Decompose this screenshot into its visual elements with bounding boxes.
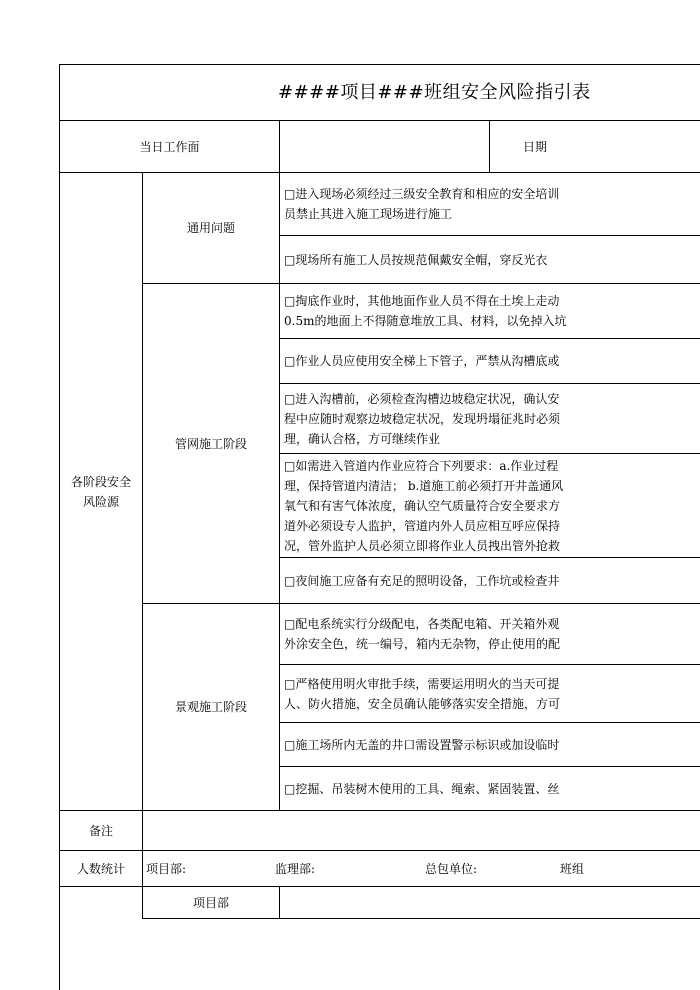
- remarks-field[interactable]: [143, 811, 700, 850]
- checklist-item[interactable]: □严格使用明火审批手续，需要运用明火的当天可提 人、防火措施，安全员确认能够落实安全措施，方可: [284, 676, 561, 711]
- checklist-item[interactable]: □配电系统实行分级配电，各类配电箱、开关箱外观 外涂安全色，统一编号，箱内无杂物，停止使用的配: [284, 617, 561, 651]
- page-title: ####项目###班组安全风险指引表: [278, 81, 591, 103]
- headcount-general-contractor[interactable]: 总包单位:: [425, 861, 478, 876]
- checklist-item[interactable]: □进入现场必须经过三级安全教育和相应的安全培训 员禁止其进入施工现场进行施工: [284, 187, 560, 221]
- checklist-item[interactable]: □掏底作业时，其他地面作业人员不得在土埃上走动 0.5m的地面上不得随意堆放工具、材料，以免掉入坑: [284, 294, 567, 328]
- checklist-item[interactable]: □进入沟槽前，必须检查沟槽边坡稳定状况，确认安 程中应随时观察边坡稳定状况，发现坍塌征兆时必须 理，确认合格，方可继续作业: [284, 391, 561, 446]
- checklist-item[interactable]: □现场所有施工人员按规范佩戴安全帽，穿反光衣: [284, 252, 548, 267]
- checklist-item[interactable]: □施工场所内无盖的井口需设置警示标识或加设临时: [284, 737, 560, 752]
- remarks-label: 备注: [88, 823, 113, 838]
- stage-general: 通用问题: [186, 221, 235, 235]
- checklist-item[interactable]: □挖掘、吊装树木使用的工具、绳索、紧固装置、丝: [284, 781, 560, 796]
- title-row: [60, 65, 700, 120]
- checklist-item[interactable]: □夜间施工应备有充足的照明设备，工作坑或检查井: [284, 573, 560, 588]
- date-field[interactable]: [580, 121, 700, 172]
- headcount-team[interactable]: 班组: [560, 861, 585, 876]
- stage-pipe-network: 管网施工阶段: [174, 436, 247, 451]
- headcount-label: 人数统计: [76, 861, 125, 876]
- checklist-item[interactable]: □如需进入管道内作业应符合下列要求：a.作业过程 理，保持管道内清洁； b.道施工前必须打开井盖通风 氧气和有害气体浓度，确认空气质量符合安全要求方 道外必须设专人监护，管道内外人员应相互呼应保持 况，管外监护人员必须立即将作业人员拽出管外抢救: [284, 458, 564, 553]
- workface-field[interactable]: [280, 121, 489, 172]
- checklist-item[interactable]: □作业人员应使用安全梯上下管子，严禁从沟槽底或: [284, 354, 560, 368]
- signoff-dept-label: 项目部: [192, 895, 229, 910]
- risk-source-label: 各阶段安全风险源: [70, 474, 131, 509]
- stage-landscape: 景观施工阶段: [174, 700, 247, 714]
- headcount-project-dept[interactable]: 项目部:: [146, 861, 187, 876]
- date-label: 日期: [522, 139, 547, 154]
- workface-label: 当日工作面: [139, 139, 200, 154]
- headcount-supervision[interactable]: 监理部:: [275, 861, 316, 876]
- grid-line: [142, 918, 700, 919]
- signoff-field[interactable]: [280, 887, 700, 918]
